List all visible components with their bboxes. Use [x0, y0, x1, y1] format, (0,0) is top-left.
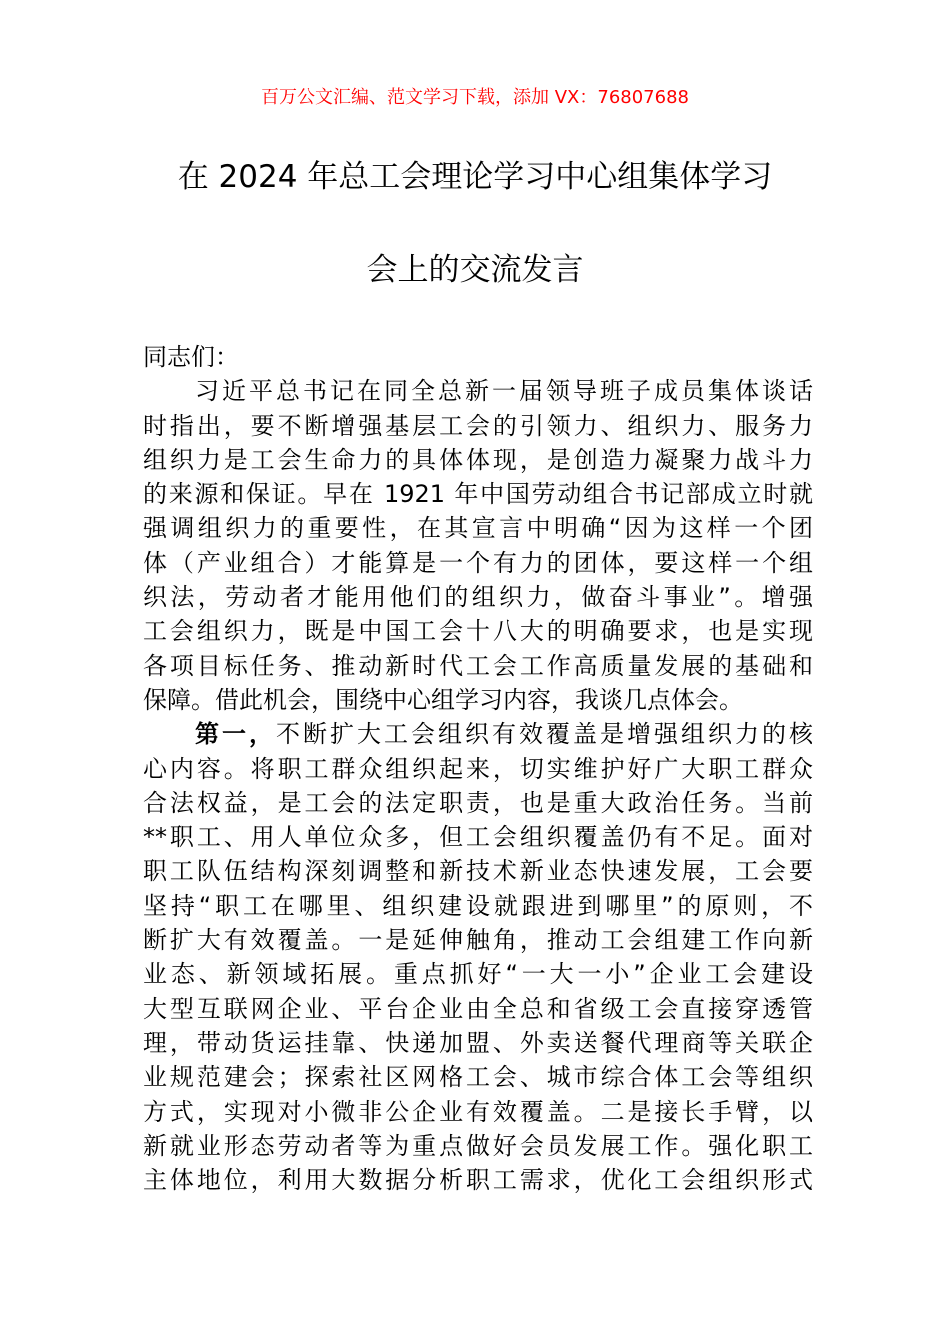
paragraph-line: 断扩大有效覆盖。一是延伸触角，推动工会组建工作向新	[143, 926, 813, 955]
paragraph-line-text: 不断扩大工会组织有效覆盖是增强组织力的核	[276, 720, 813, 749]
section-lead: 第一，	[195, 720, 276, 749]
paragraph-line: 职工队伍结构深刻调整和新技术新业态快速发展，工会要	[143, 857, 813, 886]
paragraph-line	[143, 717, 813, 751]
paragraph-line: 方式，实现对小微非公企业有效覆盖。二是接长手臂，以	[143, 1097, 813, 1126]
header-watermark-note: 百万公文汇编、范文学习下载，添加 VX：76807688	[261, 87, 689, 108]
paragraph-line: 新就业形态劳动者等为重点做好会员发展工作。强化职工	[143, 1131, 813, 1160]
document-body	[143, 340, 813, 1197]
paragraph-line: 保障。借此机会，围绕中心组学习内容，我谈几点体会。	[143, 685, 743, 714]
paragraph-line: 体（产业组合）才能算是一个有力的团体，要这样一个组	[143, 548, 813, 577]
paragraph-line: 坚持“职工在哪里、组织建设就跟进到哪里”的原则，不	[143, 891, 813, 920]
paragraph-line: 组织力是工会生命力的具体体现，是创造力凝聚力战斗力	[143, 445, 813, 474]
paragraph-line: 心内容。将职工群众组织起来，切实维护好广大职工群众	[143, 754, 813, 783]
paragraph-line: 织法，劳动者才能用他们的组织力，做奋斗事业”。增强	[143, 583, 813, 612]
paragraph-line: 业规范建会；探索社区网格工会、城市综合体工会等组织	[143, 1063, 813, 1092]
document-title-line-1: 在 2024 年总工会理论学习中心组集体学习	[177, 159, 773, 195]
paragraph-line: 工会组织力，既是中国工会十八大的明确要求，也是实现	[143, 617, 813, 646]
document-title-line-2: 会上的交流发言	[366, 252, 584, 288]
paragraph-line: 各项目标任务、推动新时代工会工作高质量发展的基础和	[143, 651, 813, 680]
paragraph-line: 合法权益，是工会的法定职责，也是重大政治任务。当前	[143, 788, 813, 817]
paragraph-line: 业态、新领域拓展。重点抓好“一大一小”企业工会建设	[143, 960, 813, 989]
paragraph-line: 理，带动货运挂靠、快递加盟、外卖送餐代理商等关联企	[143, 1028, 813, 1057]
salutation: 同志们：	[143, 343, 239, 371]
paragraph-line: 主体地位，利用大数据分析职工需求，优化工会组织形式	[143, 1166, 813, 1195]
paragraph-line: 习近平总书记在同全总新一届领导班子成员集体谈话	[195, 377, 813, 406]
paragraph-line: **职工、用人单位众多，但工会组织覆盖仍有不足。面对	[143, 823, 813, 852]
paragraph-line: 的来源和保证。早在 1921 年中国劳动组合书记部成立时就	[143, 480, 813, 509]
paragraph-line: 强调组织力的重要性，在其宣言中明确“因为这样一个团	[143, 514, 813, 543]
paragraph-1	[143, 374, 813, 717]
paragraph-line: 大型互联网企业、平台企业由全总和省级工会直接穿透管	[143, 994, 813, 1023]
paragraph-2	[143, 717, 813, 1197]
paragraph-line: 时指出，要不断增强基层工会的引领力、组织力、服务力	[143, 411, 813, 440]
